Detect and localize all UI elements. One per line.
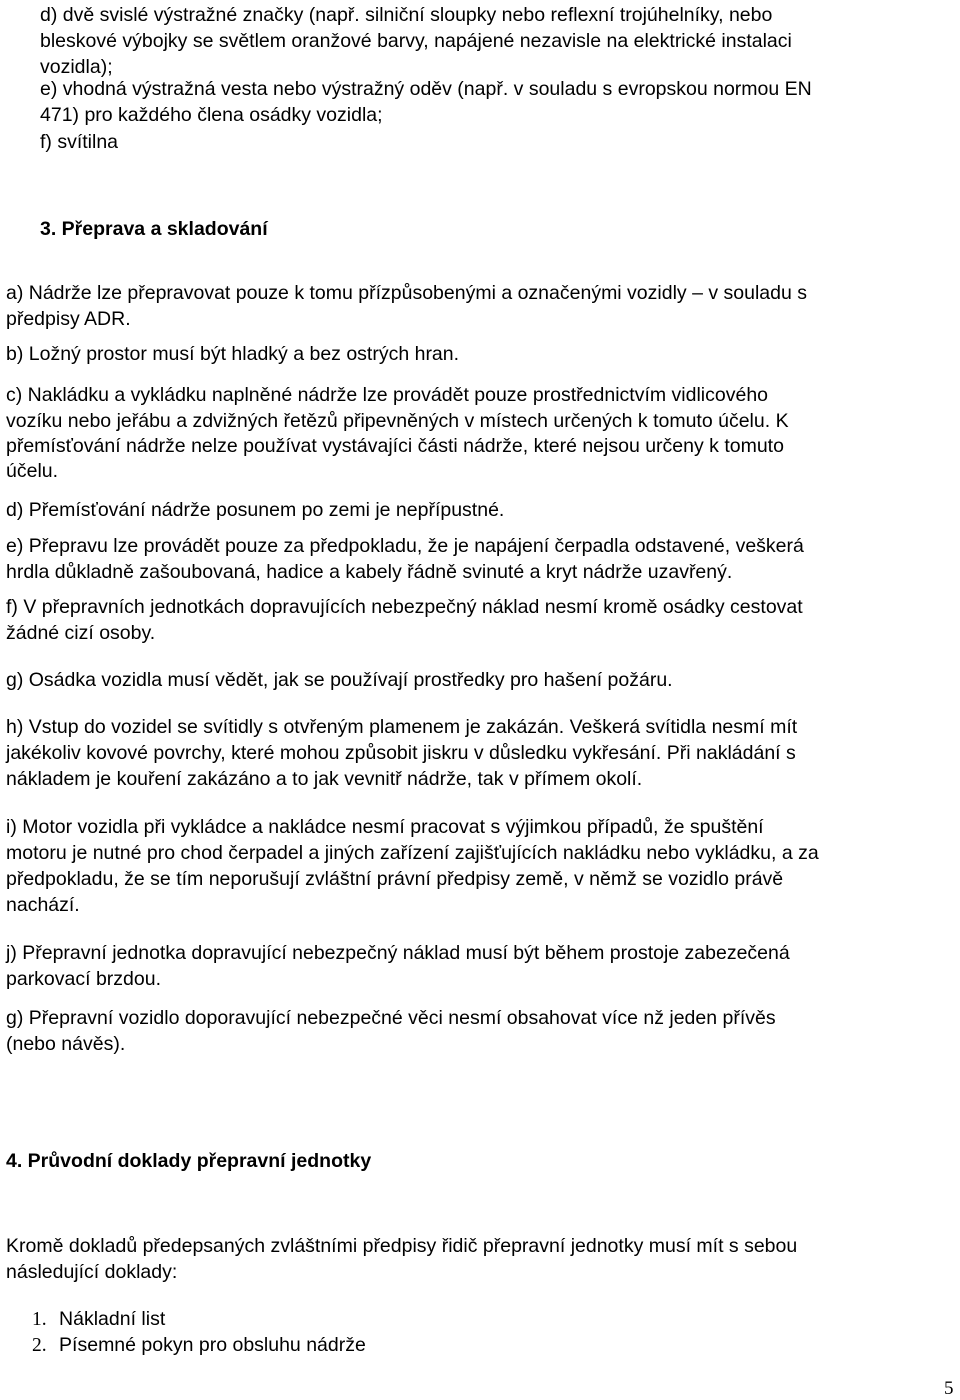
s3-c-line-3: přemísťování nádrže nelze používat vystávajíci části nádrže, které nejsou určeny k tomuto xyxy=(6,435,784,457)
list-item-number: 1. xyxy=(32,1309,47,1330)
s3-i-line-3: předpokladu, že se tím neporušují zvláštní právní předpisy země, v němž se vozidlo právě xyxy=(6,868,784,890)
s3-e-line-1: e) Přepravu lze provádět pouze za předpokladu, že je napájení čerpadla odstavené, veškerá xyxy=(6,535,804,557)
s3-i-line-1: i) Motor vozidla při vykládce a nakládce nesmí pracovat s výjimkou případů, že spuštění xyxy=(6,816,764,838)
intro-e-line-2: 471) pro každého člena osádky vozidla; xyxy=(40,104,383,126)
list-item-text: Písemné pokyn pro obsluhu nádrže xyxy=(59,1334,366,1356)
list-item xyxy=(32,1306,165,1333)
s3-f-line-1: f) V přepravních jednotkách dopravujících nebezpečný náklad nesmí kromě osádky cestovat xyxy=(6,596,803,618)
s3-i-line-2: motoru je nutné pro chod čerpadel a jiných zařízení zajišťujících nakládku nebo vykládku, a za xyxy=(6,842,819,864)
s3-c-line-2: vozíku nebo jeřábu a zdvižných řetězů připevněných v místech určených k tomuto účelu. K xyxy=(6,410,789,432)
s3-c-line-1: c) Nakládku a vykládku naplněné nádrže lze provádět pouze prostřednictvím vidlicového xyxy=(6,384,769,406)
s3-e-line-2: hrdla důkladně zašoubovaná, hadice a kabely řádně svinuté a kryt nádrže uzavřený. xyxy=(6,561,733,583)
s3-h-line-1: h) Vstup do vozidel se svítidly s otvřeným plamenem je zakázán. Veškerá svítidla nesmí mít xyxy=(6,716,798,738)
s4-intro-line-1: Kromě dokladů předepsaných zvláštními předpisy řidič přepravní jednotky musí mít s sebou xyxy=(6,1235,798,1257)
intro-d-line-1: d) dvě svislé výstražné značky (např. silniční sloupky nebo reflexní trojúhelníky, nebo xyxy=(40,4,773,26)
s3-g2-line-1: g) Přepravní vozidlo doporavující nebezpečné věci nesmí obsahovat více nž jeden přívěs xyxy=(6,1007,776,1029)
s4-intro-line-2: následující doklady: xyxy=(6,1261,178,1283)
s3-g-line: g) Osádka vozidla musí vědět, jak se používají prostředky pro hašení požáru. xyxy=(6,669,673,691)
list-item xyxy=(32,1332,366,1359)
s3-c-line-4: účelu. xyxy=(6,460,59,482)
s3-h-line-3: nákladem je kouření zakázáno a to jak vevnitř nádrže, tak v přímem okolí. xyxy=(6,768,643,790)
section-3-heading: 3. Přeprava a skladování xyxy=(40,218,268,240)
intro-f-line: f) svítilna xyxy=(40,131,119,153)
s3-i-line-4: nachází. xyxy=(6,894,80,916)
s3-a-line-1: a) Nádrže lze přepravovat pouze k tomu přízpůsobenými a označenými vozidly – v souladu s xyxy=(6,282,807,304)
s3-a-line-2: předpisy ADR. xyxy=(6,308,131,330)
s3-b-line: b) Ložný prostor musí být hladký a bez ostrých hran. xyxy=(6,343,460,365)
section-4-heading: 4. Průvodní doklady přepravní jednotky xyxy=(6,1150,372,1172)
list-item-text: Nákladní list xyxy=(59,1308,166,1330)
intro-d-line-2: bleskové výbojky se světlem oranžové barvy, napájené nezavisle na elektrické instalaci xyxy=(40,30,792,52)
intro-d-line-3: vozidla); xyxy=(40,56,113,78)
s3-j-line-1: j) Přepravní jednotka dopravující nebezpečný náklad musí být během prostoje zabezečená xyxy=(6,942,790,964)
list-item-number: 2. xyxy=(32,1335,47,1356)
intro-e-line-1: e) vhodná výstražná vesta nebo výstražný oděv (např. v souladu s evropskou normou EN xyxy=(40,78,812,100)
s3-j-line-2: parkovací brzdou. xyxy=(6,968,162,990)
s3-f-line-2: žádné cizí osoby. xyxy=(6,622,156,644)
s3-g2-line-2: (nebo návěs). xyxy=(6,1033,126,1055)
s3-d-line: d) Přemísťování nádrže posunem po zemi je nepřípustné. xyxy=(6,499,505,521)
s3-h-line-2: jakékoliv kovové povrchy, které mohou způsobit jiskru v důsledku vykřesání. Při nakládání s xyxy=(6,742,796,764)
page-number: 5 xyxy=(944,1378,954,1399)
